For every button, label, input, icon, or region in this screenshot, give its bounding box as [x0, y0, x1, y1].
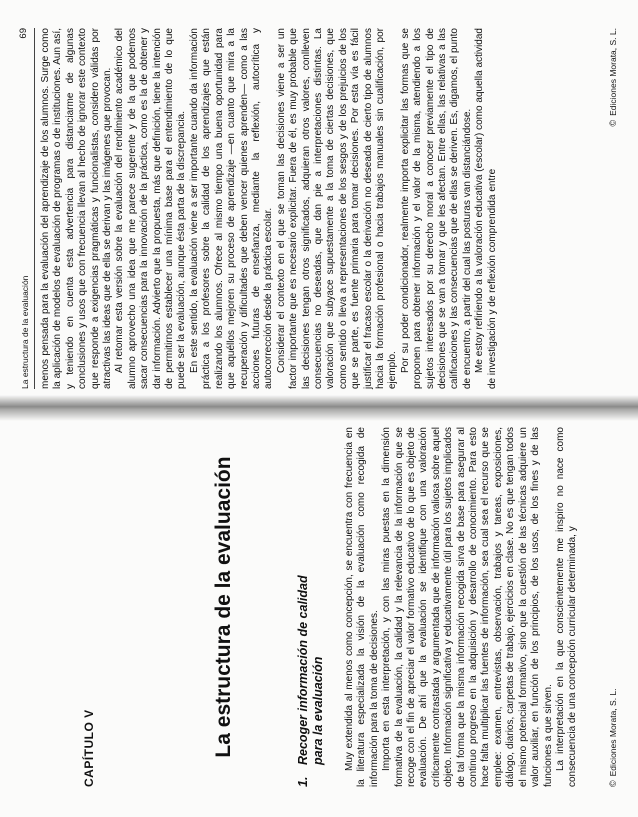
- paragraph: Al retomar esta versión sobre la evaluación del rendimiento académico del alumno aprovecho una idea que me parece sugerente y de la que podemos sacar consecuencias para la innovación de la práctica, como es la de obtener y dar información. Advierto que la propuesta, más que definición, tiene la intención de permitirnos establecer una mínima base para el entendimiento de lo que puede ser la evaluación, aunque ésta parta de la discrepancia.: [114, 28, 188, 389]
- right-footer: [608, 28, 618, 127]
- paragraph: Considerar el contexto en el que se toman las decisiones viene a ser un factor importante que es necesario explicitar. Fuera de él, es muy probable que las decisiones tengan otros significados, adquieran otros valores, conlleven consecuencias no deseadas, que dan pie a interpretaciones distintas. La valoración que subyace supuestamente a la toma de ciertas decisiones, que como sentido o lleva a representaciones de los sesgos y de los prejuicios de los que se parte, es fuente primaria para tomar decisiones. Por esta vía es fácil justificar el fracaso escolar o la derivación no deseada de cierto tipo de alumnos hacia la formación profesional o hacia trabajos manuales sin cualificación, por ejemplo.: [275, 28, 399, 389]
- left-footer: [608, 688, 618, 787]
- header-rule: [34, 28, 35, 389]
- section-number: 1.: [296, 776, 310, 787]
- paragraph: Importa en esta interpretación, y con las miras puestas en la dimensión formativa de la evaluación, la calidad y la relevancia de la información que se recoge con el fin de apreciar el valor formativo educativo de lo que es objeto de evaluación. De ahí que la evaluación se identifique con una valoración críticamente contrastada y argumentada que de información valiosa sobre aquel objeto. Información significativa y educativamente útil para los sujetos implicados de tal forma que la misma información recogida sirva de base para asegurar al continuo progreso en la adquisición y desarrollo de conocimiento. Para esto hace falta multiplicar las fuentes de información, sea cual sea el recurso que se emplee: examen, entrevistas, observación, trabajos y tareas, exposiciones, diálogo, diarios, carpetas de trabajo, ejercicios en clase. No es que tengan todos el mismo potencial formativo, sino que la cuestión de las técnicas adquiere un valor auxiliar, en función de los principios, de los usos, de los fines y de las funciones a que sirven.: [381, 427, 554, 787]
- running-head: La estructura de la evaluación: [20, 275, 30, 389]
- paragraph: Muy extendida al menos como concepción, se encuentra con frecuencia en la literatura especializada la visión de la evaluación como recogida de información para la toma de decisiones.: [344, 427, 380, 787]
- chapter-label: CAPÍTULO V: [82, 709, 96, 787]
- section-title-line2: para la evaluación: [311, 656, 325, 765]
- section-heading: [296, 575, 326, 787]
- publisher-name: Ediciones Morata, S. L.: [608, 688, 618, 777]
- paragraph: Por su poder condicionador, realmente importa explicitar las formas que se proponen para obtener información y el valor de la misma, atendiendo a los sujetos interesados por su derecho moral a conocer previamente el tipo de decisiones que se van a tomar y que les afectan. Entre ellas, las relativas a las calificaciones y las consecuencias que de ellas se deriven. Es, digamos, el punto de encuentro, a partir del cual las posturas van distanciándose.: [399, 28, 473, 389]
- paragraph: La interpretación en la que conscientemente me inspiro no nace como consecuencia de una concepción curricular determinada, y: [554, 427, 579, 787]
- chapter-title: La estructura de la evaluación: [212, 456, 235, 758]
- paragraph: Me estoy refiriendo a la valoración educativa (escolar) como aquella actividad de investigación y de reflexión comprendida entre: [474, 28, 498, 389]
- paragraph: En este sentido, la evaluación viene a ser importante cuando da información práctica a los profesores sobre la calidad de los aprendizajes que están realizando los alumnos. Ofrece al mismo tiempo una buena oportunidad para que aquéllos mejoren su proceso de aprendizaje —en cuanto que mira a la recuperación y dificultades que deben vencer quienes aprenden— como a las acciones futuras de enseñanza, mediante la reflexión, autocrítica y autocorrección desde la práctica escolar.: [188, 28, 275, 389]
- copyright-symbol: ©: [608, 780, 618, 787]
- right-page: [0, 0, 638, 403]
- left-body-text: [344, 427, 580, 787]
- left-page: [0, 413, 638, 817]
- publisher-name: Ediciones Morata, S. L.: [608, 28, 618, 116]
- section-title-line1: Recoger información de calidad: [296, 575, 310, 765]
- page-number: 69: [18, 28, 29, 39]
- paragraph: menos pensada para la evaluación del aprendizaje de los alumnos. Surge como la aplicación de modelos de evaluación de programas o de instituciones. Aun así, y teniendo en cuenta esta advertencia para distanciarme de algunas conclusiones y usos que con frecuencia llevan al hecho de ignorar este contexto que responde a exigencias pragmáticas y funcionalistas, considero válidas por atractivas las ideas que de ella se derivan y las imágenes que provocan.: [40, 28, 114, 389]
- right-body-text: [40, 28, 499, 389]
- copyright-symbol: ©: [608, 119, 618, 127]
